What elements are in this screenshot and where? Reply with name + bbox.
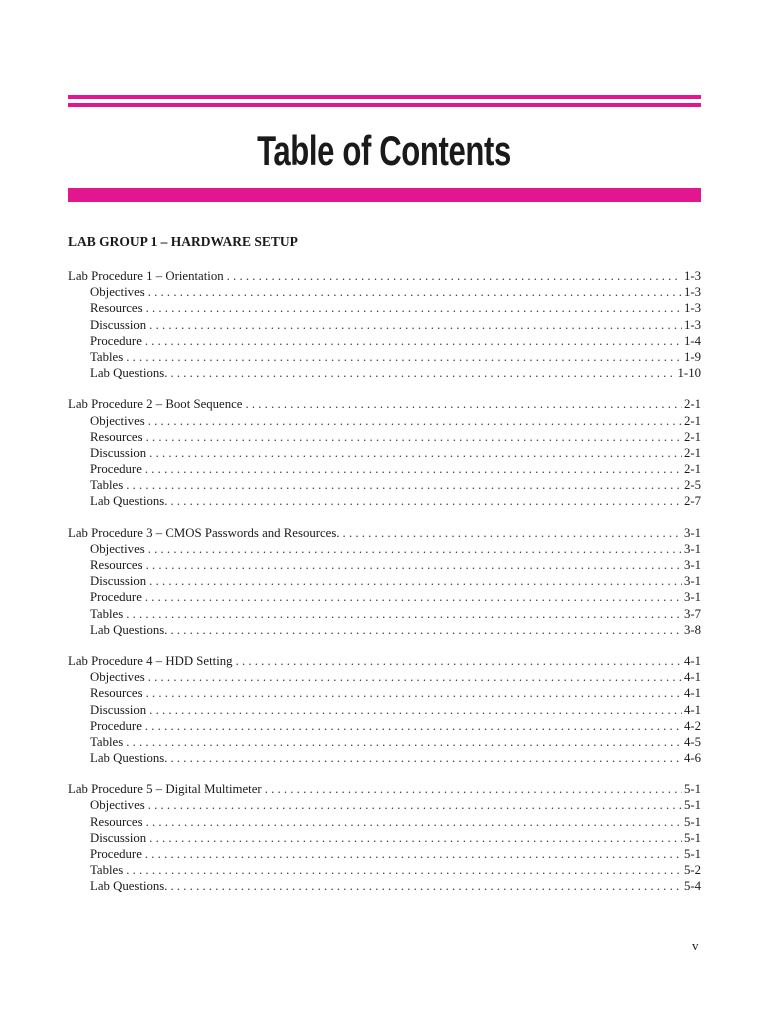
toc-subentry[interactable] [68,878,701,894]
dot-leader [126,477,682,493]
toc-entry-page: 5-4 [683,879,701,894]
toc-subentry[interactable] [68,846,701,862]
toc-entry-page: 1-3 [683,285,701,300]
dot-leader [170,750,681,766]
toc-entry-label: Tables [90,606,124,621]
toc-subentry[interactable] [68,734,701,750]
toc-subentry[interactable] [68,606,701,622]
toc-entry-label: Resources [90,686,143,701]
toc-entry-label: Objectives [90,798,145,813]
toc-entry-page: 3-1 [683,590,701,605]
toc-entry-page: 2-5 [683,478,701,493]
dot-leader [265,781,682,797]
toc-entry-page: 4-1 [683,670,701,685]
top-accent-rule-second [68,103,701,107]
toc-entry-label: Discussion [90,317,147,332]
toc-entry-page: 3-1 [683,558,701,572]
toc-entry-label: Lab Questions. [90,879,168,894]
dot-leader [148,797,682,813]
toc-entry-page: 2-1 [683,397,701,412]
toc-entry-label: Discussion [90,574,147,589]
toc-entry-page: 1-10 [677,366,701,381]
toc-subentry[interactable] [68,557,701,573]
dot-leader [148,541,682,557]
toc-entry-page: 3-1 [683,541,701,556]
toc-entry-page: 2-1 [683,429,701,444]
toc-entry-label: Tables [90,478,124,493]
toc-subentry[interactable] [68,429,701,445]
toc-entry-page: 5-1 [683,798,701,813]
toc-entry-page: 1-3 [683,301,701,316]
toc-entry-label: Resources [90,558,143,572]
toc-entry-label: Objectives [90,285,145,300]
toc-entry-label: Procedure [90,462,142,477]
toc-entry-label: Discussion [90,830,147,845]
toc-section [68,268,701,381]
dot-leader [145,589,682,605]
toc-entry-label: Resources [90,429,143,444]
dot-leader [149,573,682,589]
dot-leader [126,862,682,878]
toc-entry-page: 4-5 [683,734,701,749]
toc-entry-label: Objectives [90,670,145,685]
toc-entry-page: 5-1 [683,814,701,829]
toc-subentry[interactable] [68,702,701,718]
dot-leader [146,429,682,445]
toc-entry-label: Tables [90,863,124,878]
toc-entry-page: 1-3 [683,317,701,332]
top-accent-rule [68,95,701,99]
dot-leader [145,333,682,349]
toc-entry-page: 3-8 [683,622,701,637]
toc-entry-page: 3-1 [683,574,701,589]
dot-leader [170,365,675,381]
toc-subentry[interactable] [68,541,701,557]
page-number: v [692,938,699,953]
toc-entry-label: Tables [90,734,124,749]
dot-leader [236,653,682,669]
toc-subentry[interactable] [68,365,701,381]
toc-entry-page: 5-1 [683,782,701,797]
toc-subentry[interactable] [68,573,701,589]
toc-entry-label: Lab Procedure 5 – Digital Multimeter [68,782,262,797]
toc-entry-label: Resources [90,301,143,316]
toc-subentry[interactable] [68,862,701,878]
dot-leader [343,525,682,541]
toc-subentry[interactable] [68,493,701,509]
toc-subentry[interactable] [68,669,701,685]
toc-entry-label: Lab Procedure 1 – Orientation [68,269,224,283]
toc-entry-page: 5-2 [683,863,701,878]
toc-subentry[interactable] [68,333,701,349]
toc-entry-page: 4-1 [683,686,701,701]
dot-leader [148,284,682,300]
toc-entry-page: 1-9 [683,349,701,364]
toc-subentry[interactable] [68,300,701,316]
toc-subentry[interactable] [68,317,701,333]
dot-leader [149,445,682,461]
title-underline-bar [68,188,701,202]
toc-subentry[interactable] [68,750,701,766]
toc-entry-label: Procedure [90,847,142,861]
toc-procedure-entry[interactable] [68,525,701,541]
toc-entry-page: 2-7 [683,494,701,509]
toc-entry-page: 2-1 [683,413,701,428]
toc-entry-label: Lab Procedure 4 – HDD Setting [68,653,233,668]
toc-entry-label: Procedure [90,718,142,733]
toc-entry-page: 1-3 [683,269,701,283]
toc-entry-label: Resources [90,814,143,829]
toc-entry-page: 4-1 [683,702,701,717]
toc-entry-page: 4-1 [683,653,701,668]
dot-leader [227,268,682,284]
toc-entry-label: Lab Procedure 3 – CMOS Passwords and Resources. [68,525,340,540]
dot-leader [145,461,682,477]
dot-leader [126,606,682,622]
toc-entry-page: 4-2 [683,718,701,733]
toc-section [68,653,701,766]
group-heading: LAB GROUP 1 – HARDWARE SETUP [68,234,298,249]
toc-section [68,781,701,894]
dot-leader [245,396,681,412]
dot-leader [145,718,682,734]
dot-leader [145,846,682,862]
toc-procedure-entry[interactable] [68,396,701,412]
toc-entry-label: Lab Questions. [90,751,168,766]
toc-entry-page: 3-1 [683,525,701,540]
dot-leader [149,702,682,718]
toc-entry-label: Lab Procedure 2 – Boot Sequence [68,397,243,412]
toc-procedure-entry[interactable] [68,268,701,284]
toc-entry-page: 5-1 [683,847,701,861]
toc-subentry[interactable] [68,445,701,461]
toc-section [68,396,701,509]
dot-leader [146,814,682,830]
toc-entry-label: Discussion [90,445,147,460]
toc-subentry[interactable] [68,685,701,701]
toc-list [68,268,701,910]
toc-entry-page: 3-7 [683,606,701,621]
toc-subentry[interactable] [68,797,701,813]
toc-subentry[interactable] [68,830,701,846]
toc-entry-label: Tables [90,349,124,364]
toc-subentry[interactable] [68,718,701,734]
toc-subentry[interactable] [68,461,701,477]
toc-subentry[interactable] [68,413,701,429]
dot-leader [126,349,682,365]
toc-entry-label: Procedure [90,333,142,348]
toc-procedure-entry[interactable] [68,653,701,669]
toc-entry-label: Lab Questions. [90,494,168,509]
toc-section [68,525,701,638]
dot-leader [126,734,682,750]
dot-leader [148,413,682,429]
dot-leader [170,622,681,638]
dot-leader [149,317,682,333]
toc-entry-label: Lab Questions. [90,622,168,637]
dot-leader [170,493,681,509]
toc-subentry[interactable] [68,284,701,300]
toc-entry-label: Discussion [90,702,147,717]
toc-subentry[interactable] [68,349,701,365]
toc-entry-page: 5-1 [683,830,701,845]
toc-entry-label: Objectives [90,541,145,556]
dot-leader [146,300,682,316]
toc-subentry[interactable] [68,622,701,638]
toc-entry-label: Objectives [90,413,145,428]
toc-entry-page: 1-4 [683,333,701,348]
page-title: Table of Contents [257,127,511,174]
dot-leader [146,557,682,573]
toc-subentry[interactable] [68,477,701,493]
toc-subentry[interactable] [68,589,701,605]
dot-leader [149,830,682,846]
toc-procedure-entry[interactable] [68,781,701,797]
toc-entry-page: 2-1 [683,462,701,477]
toc-entry-page: 2-1 [683,445,701,460]
toc-entry-page: 4-6 [683,751,701,766]
dot-leader [148,669,682,685]
toc-entry-label: Procedure [90,590,142,605]
toc-entry-label: Lab Questions. [90,366,168,381]
dot-leader [170,878,681,894]
dot-leader [146,685,682,701]
toc-subentry[interactable] [68,814,701,830]
